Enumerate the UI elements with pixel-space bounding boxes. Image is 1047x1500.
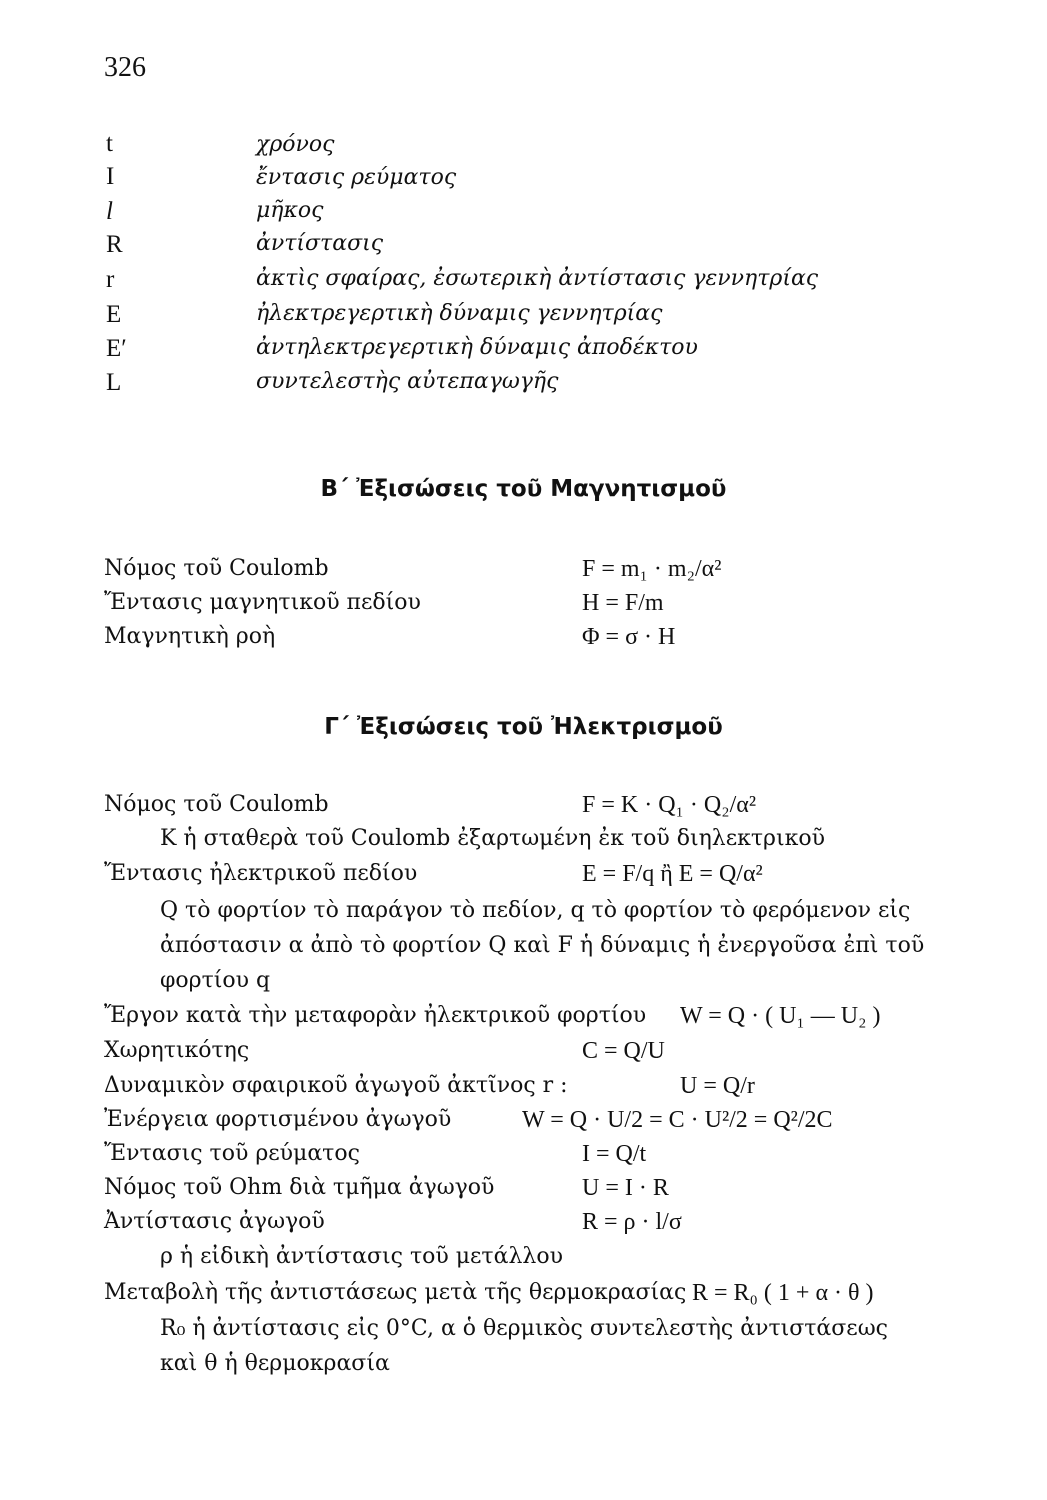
equation-label: Ἔντασις μαγνητικοῦ πεδίου [104,590,421,615]
symbol: I [106,163,115,190]
page-number: 326 [104,52,146,83]
symbol: R [106,231,123,258]
symbol-definition: χρόνος [256,132,335,157]
note-text: ρ ἡ εἰδικὴ ἀντίστασις τοῦ μετάλλου [160,1244,563,1269]
equation-formula: W = Q · U/2 = C · U²/2 = Q²/2C [522,1107,833,1133]
note-text: K ἡ σταθερὰ τοῦ Coulomb ἐξαρτωμένη ἐκ τοῦ διηλεκτρικοῦ [160,826,825,851]
equation-formula: W = Q · ( U₁ — U₂ ) [680,1003,881,1029]
equation-label: Ἔντασις ἠλεκτρικοῦ πεδίου [104,861,418,886]
symbol-definition: ἠλεκτρεγερτικὴ δύναμις γεννητρίας [256,301,663,326]
symbol-definition: ἔντασις ρεύματος [256,165,457,190]
symbol: r [106,266,115,293]
equation-formula: I = Q/t [582,1141,647,1167]
symbol: L [106,369,122,396]
equation-formula: Φ = σ · H [582,624,676,650]
equation-formula: R = ρ · l/σ [582,1209,682,1235]
symbol: t [106,130,113,157]
note-text: Q τὸ φορτίον τὸ παράγον τὸ πεδίον, q τὸ φορτίον τὸ φερόμενον εἰς [160,898,911,923]
note-text: ἀπόστασιν α ἀπὸ τὸ φορτίον Q καὶ F ἡ δύναμις ἡ ἐνεργοῦσα ἐπὶ τοῦ [160,933,925,958]
equation-formula: F = K · Q₁ · Q₂/α² [582,792,757,818]
equation-label: Μαγνητικὴ ροὴ [104,624,276,649]
equation-label: Ἔργον κατὰ τὴν μεταφορὰν ἠλεκτρικοῦ φορτίου [104,1003,647,1028]
equation-formula: H = F/m [582,590,664,616]
equation-label: Μεταβολὴ τῆς ἀντιστάσεως μετὰ τῆς θερμοκρασίας [104,1280,687,1305]
symbol-definition: ἀντηλεκτρεγερτικὴ δύναμις ἀποδέκτου [256,335,698,360]
equation-label: Δυναμικὸν σφαιρικοῦ ἀγωγοῦ ἀκτῖνος r : [104,1073,568,1098]
equation-label: Ἀντίστασις ἀγωγοῦ [104,1209,325,1234]
symbol: E′ [106,335,127,362]
equation-formula: R = R₀ ( 1 + α · θ ) [692,1280,874,1306]
equation-formula: U = Q/r [680,1073,755,1099]
note-text: φορτίου q [160,968,271,993]
equation-formula: C = Q/U [582,1038,665,1064]
section-c-heading: Γ΄ Ἐξισώσεις τοῦ Ἠλεκτρισμοῦ [324,714,723,740]
equation-formula: U = I · R [582,1175,669,1201]
note-text: καὶ θ ἡ θερμοκρασία [160,1351,390,1376]
equation-label: Χωρητικότης [104,1038,250,1063]
symbol: E [106,301,122,328]
equation-formula: E = F/q ἢ E = Q/α² [582,861,763,887]
symbol-definition: μῆκος [256,198,324,223]
note-text: R₀ ἡ ἀντίστασις εἰς 0°C, α ὁ θερμικὸς συντελεστὴς ἀντιστάσεως [160,1316,888,1341]
symbol-definition: ἀντίστασις [256,231,384,256]
section-b-heading: Β΄ Ἐξισώσεις τοῦ Μαγνητισμοῦ [320,476,727,502]
equation-label: Ἐνέργεια φορτισμένου ἀγωγοῦ [104,1107,452,1132]
symbol-definition: ἀκτὶς σφαίρας, ἐσωτερικὴ ἀντίστασις γεννητρίας [256,266,819,291]
equation-label: Νόμος τοῦ Coulomb [104,556,329,581]
equation-formula: F = m₁ · m₂/α² [582,556,722,582]
equation-label: Ἔντασις τοῦ ρεύματος [104,1141,360,1166]
equation-label: Νόμος τοῦ Coulomb [104,792,329,817]
symbol: l [106,198,113,225]
symbol-definition: συντελεστὴς αὐτεπαγωγῆς [256,369,559,394]
equation-label: Νόμος τοῦ Ohm διὰ τμῆμα ἀγωγοῦ [104,1175,495,1200]
